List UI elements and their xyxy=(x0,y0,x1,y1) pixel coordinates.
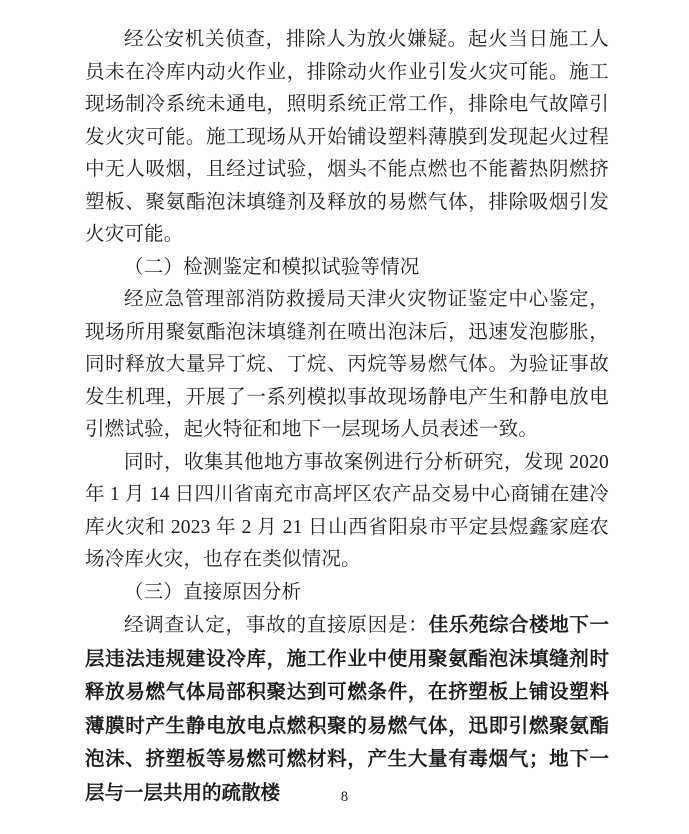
document-body xyxy=(85,24,609,810)
section-heading-testing-and-simulation: （二）检测鉴定和模拟试验等情况 xyxy=(124,256,420,278)
section-heading-direct-cause-analysis: （三）直接原因分析 xyxy=(124,581,302,603)
paragraph-fire-cause-exclusion: 经公安机关侦查，排除人为放火嫌疑。起火当日施工人员未在冷库内动火作业，排除动火作业引发火灾可能。施工现场制冷系统未通电，照明系统正常工作，排除电气故障引发火灾可能。施工现场从开始铺设塑料薄膜到发现起火过程中无人吸烟，且经过试验，烟头不能点燃也不能蓄热阴燃挤塑板、聚氨酯泡沫填缝剂及释放的易燃气体，排除吸烟引发火灾可能。 xyxy=(85,29,609,245)
direct-cause-bold-text: 佳乐苑综合楼地下一层违法违规建设冷库，施工作业中使用聚氨酯泡沫填缝剂时释放易燃气体局部积聚达到可燃条件，在挤塑板上铺设塑料薄膜时产生静电放电点燃积聚的易燃气体，迅即引燃聚氨酯泡沫、挤塑板等易燃可燃材料，产生大量有毒烟气；地下一层与一层共用的疏散楼 xyxy=(85,614,609,804)
paragraph-similar-cases: 同时，收集其他地方事故案例进行分析研究，发现 2020 年 1 月 14 日四川省南充市高坪区农产品交易中心商铺在建冷库火灾和 2023 年 2 月 21 日山西省阳泉市平定县煜鑫家庭农场冷库火灾，也存在类似情况。 xyxy=(85,451,609,570)
page-number: 8 xyxy=(340,789,349,805)
direct-cause-lead-text: 经调查认定，事故的直接原因是： xyxy=(124,615,429,636)
paragraph-identification-and-tests: 经应急管理部消防救援局天津火灾物证鉴定中心鉴定，现场所用聚氨酯泡沫填缝剂在喷出泡沫后，迅速发泡膨胀，同时释放大量异丁烷、丁烷、丙烷等易燃气体。为验证事故发生机理，开展了一系列模拟事故现场静电产生和静电放电引燃试验，起火特征和地下一层现场人员表述一致。 xyxy=(85,289,609,440)
paragraph-direct-cause xyxy=(85,609,609,810)
